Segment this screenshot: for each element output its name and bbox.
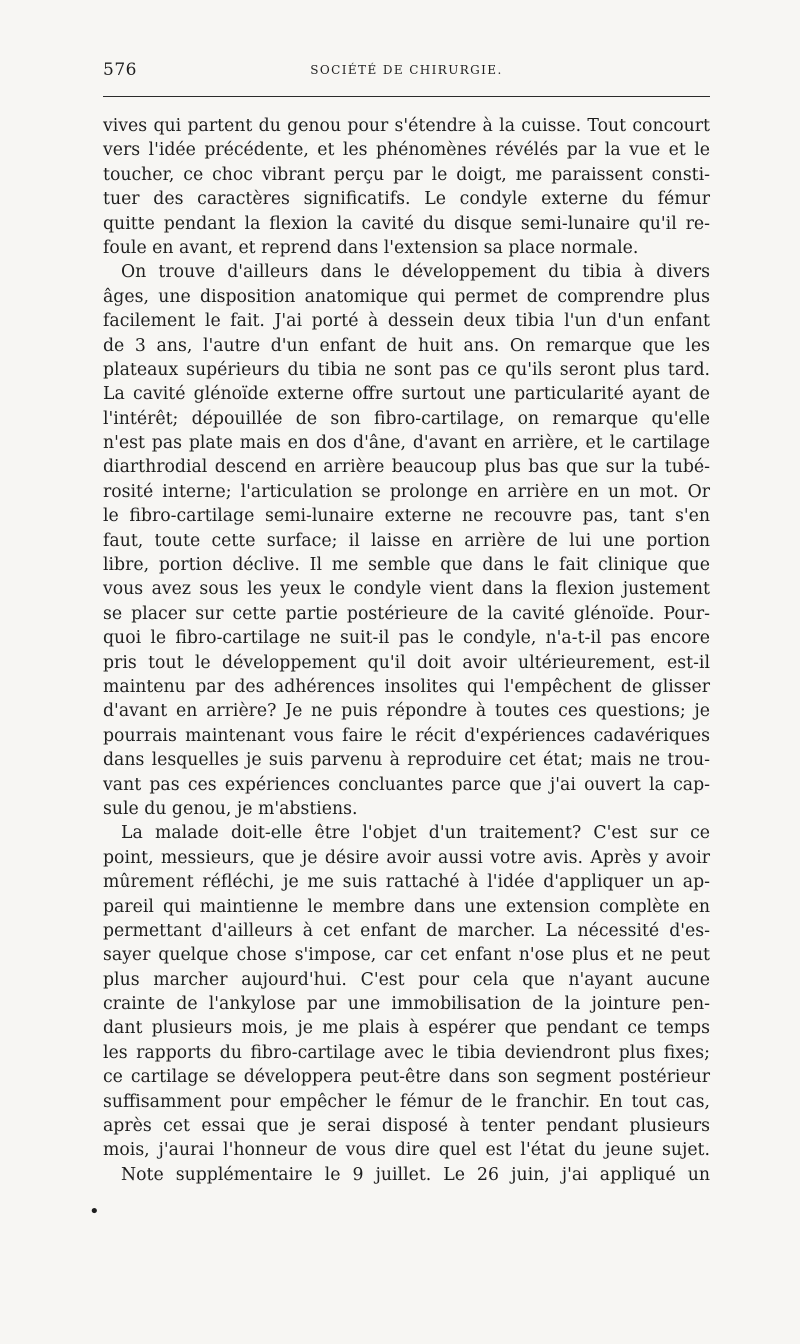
text-line: permettant d'ailleurs à cet enfant de marcher. La nécessité d'es- [103,920,710,941]
text-line: plus marcher aujourd'hui. C'est pour cela que n'ayant aucune [103,969,710,990]
text-line: Note supplémentaire le 9 juillet. Le 26 juin, j'ai appliqué un [121,1164,710,1185]
text-line: vives qui partent du genou pour s'étendre à la cuisse. Tout concourt [103,116,710,136]
text-line: âges, une disposition anatomique qui permet de comprendre plus [103,286,710,307]
text-line: n'est pas plate mais en dos d'âne, d'avant en arrière, et le cartilage [103,433,710,454]
text-line: sayer quelque chose s'impose, car cet enfant n'ose plus et ne peut [103,945,710,966]
text-line: mois, j'aurai l'honneur de vous dire quel est l'état du jeune sujet. [103,1140,710,1161]
text-line: foule en avant, et reprend dans l'extension sa place normale. [103,237,639,258]
text-line: libre, portion déclive. Il me semble que dans le fait clinique que [103,555,710,576]
text-line: le fibro-cartilage semi-lunaire externe ne recouvre pas, tant s'en [103,506,710,527]
text-line: suffisamment pour empêcher le fémur de le franchir. En tout cas, [103,1091,710,1112]
text-line: vers l'idée précédente, et les phénomènes révélés par la vue et le [103,140,710,161]
text-line: tuer des caractères significatifs. Le condyle externe du fémur [103,189,710,210]
text-line: vant pas ces expériences concluantes parce que j'ai ouvert la cap- [103,774,710,795]
text-line: sule du genou, je m'abstiens. [103,798,358,819]
text-line: dant plusieurs mois, je me plais à espérer que pendant ce temps [103,1018,710,1039]
text-line: après cet essai que je serai disposé à tenter pendant plusieurs [103,1116,710,1137]
text-line: La cavité glénoïde externe offre surtout une particularité ayant de [103,384,710,405]
text-line: plateaux supérieurs du tibia ne sont pas ce qu'ils seront plus tard. [103,359,710,380]
text-line: diarthrodial descend en arrière beaucoup plus bas que sur la tubé- [103,457,710,478]
text-line: pareil qui maintienne le membre dans une extension complète en [103,896,710,917]
page-header [103,60,710,84]
text-line: pris tout le développement qu'il doit avoir ultérieurement, est-il [103,652,710,673]
text-line: toucher, ce choc vibrant perçu par le doigt, me paraissent consti- [103,164,710,185]
text-line: facilement le fait. J'ai porté à dessein deux tibia l'un d'un enfant [103,311,710,332]
text-line: quitte pendant la flexion la cavité du disque semi-lunaire qu'il re- [103,213,710,234]
running-head: SOCIÉTÉ DE CHIRURGIE. [310,63,503,77]
text-line: se placer sur cette partie postérieure de la cavité glénoïde. Pour- [103,603,710,624]
page-number: 576 [103,60,137,80]
text-line: La malade doit-elle être l'objet d'un traitement? C'est sur ce [121,823,710,844]
text-line: vous avez sous les yeux le condyle vient dans la flexion justement [103,579,710,600]
text-line: ce cartilage se développera peut-être dans son segment postérieur [103,1067,710,1088]
text-line: crainte de l'ankylose par une immobilisation de la jointure pen- [103,994,710,1015]
text-line: quoi le fibro-cartilage ne suit-il pas le condyle, n'a-t-il pas encore [103,628,710,649]
text-line: On trouve d'ailleurs dans le développement du tibia à divers [121,262,710,283]
text-line: l'intérêt; dépouillée de son fibro-cartilage, on remarque qu'elle [103,408,710,429]
text-line: de 3 ans, l'autre d'un enfant de huit ans. On remarque que les [103,335,710,356]
text-line: maintenu par des adhérences insolites qui l'empêchent de glisser [103,676,710,697]
text-line: les rapports du fibro-cartilage avec le tibia deviendront plus fixes; [103,1042,710,1063]
body-text [103,114,710,1187]
text-line: d'avant en arrière? Je ne puis répondre à toutes ces questions; je [103,701,710,722]
note-bullet: • [89,1201,100,1222]
text-line: mûrement réfléchi, je me suis rattaché à l'idée d'appliquer un ap- [103,872,710,893]
text-line: point, messieurs, que je désire avoir aussi votre avis. Après y avoir [103,847,710,868]
text-line: dans lesquelles je suis parvenu à reproduire cet état; mais ne trou- [103,750,710,771]
text-line: faut, toute cette surface; il laisse en arrière de lui une portion [103,530,710,551]
text-line: rosité interne; l'articulation se prolonge en arrière en un mot. Or [103,481,710,502]
header-rule [103,96,710,97]
text-line: pourrais maintenant vous faire le récit d'expériences cadavériques [103,725,710,746]
